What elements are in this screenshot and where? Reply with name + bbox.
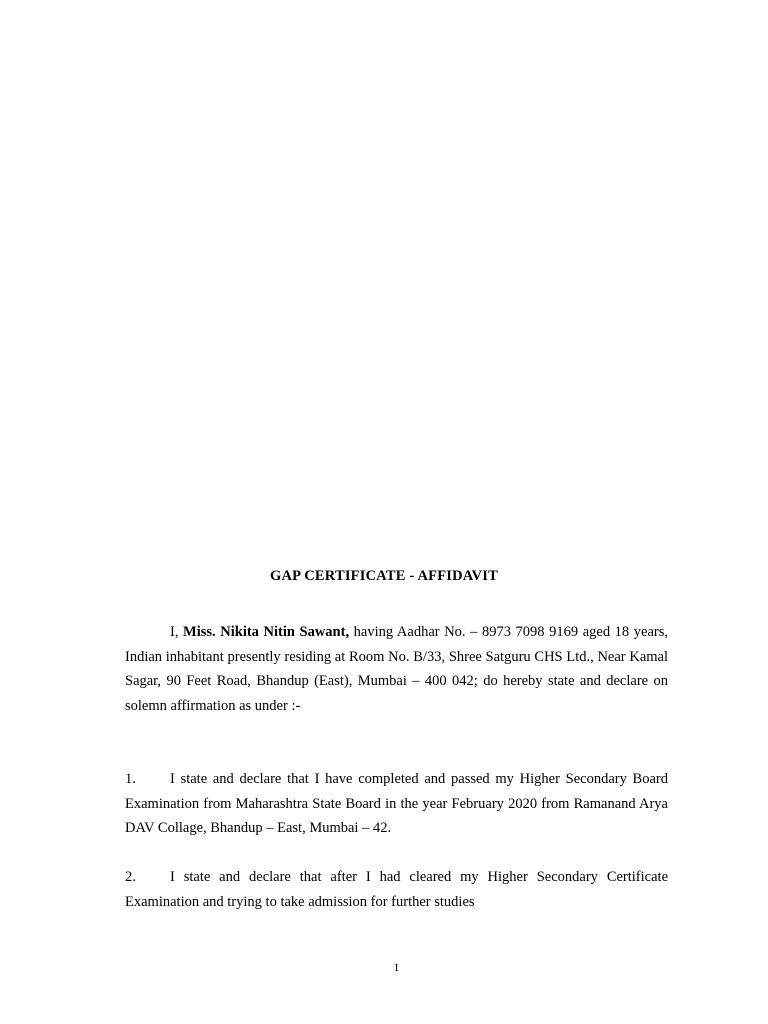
page-number: 1 <box>393 960 400 974</box>
intro-text: having Aadhar No. – 8973 7098 9169 aged 18 years, Indian inhabitant presently residing at Room No. B/33, Shree Satguru CHS Ltd., Near Kamal Sagar, 90 Feet Road, Bhandup (East), Mumbai – 400 042; do hereby state and declare on solemn affirmation as under :- <box>125 624 668 714</box>
deponent-name: Miss. Nikita Nitin Sawant, <box>183 624 350 640</box>
numbered-paragraph-1 <box>125 767 668 841</box>
paragraph-number: 1. <box>125 771 136 787</box>
paragraph-text: I state and declare that I have completed and passed my Higher Secondary Board Examination from Maharashtra State Board in the year February 2020 from Ramanand Arya DAV Collage, Bhandup – East, Mumbai – 42. <box>125 771 668 837</box>
paragraph-number: 2. <box>125 869 136 885</box>
intro-prefix: I, <box>170 624 184 640</box>
document-title: GAP CERTIFICATE - AFFIDAVIT <box>270 568 498 584</box>
paragraph-text: I state and declare that after I had cleared my Higher Secondary Certificate Examination and trying to take admission for further studies <box>125 869 668 910</box>
intro-paragraph <box>125 620 668 718</box>
numbered-paragraph-2 <box>125 865 668 914</box>
